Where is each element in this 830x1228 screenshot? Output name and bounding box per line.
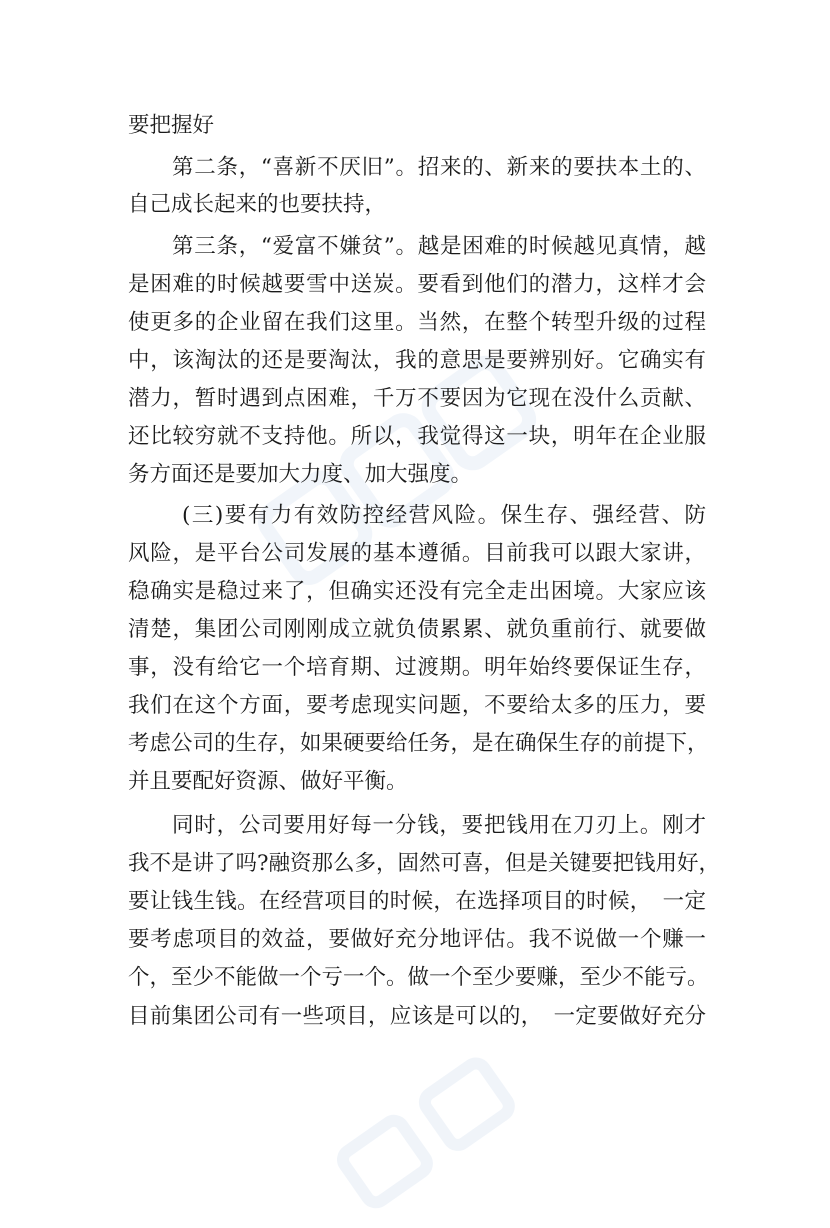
text-line-12: 风险，是平台公司发展的基本遵循。目前我可以跟大家讲， xyxy=(128,541,706,566)
text-line-20: 我不是讲了吗?融资那么多，固然可喜，但是关键要把钱用好， xyxy=(128,851,721,876)
watermark-logo-bottom xyxy=(319,1032,540,1228)
text-line-6: 使更多的企业留在我们这里。当然，在整个转型升级的过程 xyxy=(128,310,706,335)
text-line-16: 我们在这个方面，要考虑现实问题，不要给太多的压力，要 xyxy=(128,693,706,718)
text-line-3: 自己成长起来的也要扶持， xyxy=(128,192,387,217)
text-line-2: 第二条，“喜新不厌旧”。招来的、新来的要扶本土的、 xyxy=(172,155,706,180)
text-line-8: 潜力，暂时遇到点困难，千万不要因为它现在没什么贡献、 xyxy=(128,386,706,411)
text-line-18: 并且要配好资源、做好平衡。 xyxy=(128,769,408,794)
text-line-21: 要让钱生钱。在经营项目的时候，在选择项目的时候， 一定 xyxy=(128,889,706,914)
text-line-23: 个，至少不能做一个亏一个。做一个至少要赚，至少不能亏。 xyxy=(128,965,709,990)
text-line-14: 清楚，集团公司刚刚成立就负债累累、就负重前行、就要做 xyxy=(128,617,706,642)
text-line-5: 是困难的时候越要雪中送炭。要看到他们的潜力，这样才会 xyxy=(128,272,706,297)
text-line-10: 务方面还是要加大力度、加大强度。 xyxy=(128,462,473,487)
text-line-24: 目前集团公司有一些项目，应该是可以的， 一定要做好充分 xyxy=(128,1004,706,1029)
text-line-4: 第三条，“爱富不嫌贫”。越是困难的时候越见真情，越 xyxy=(172,234,706,259)
text-line-22: 要考虑项目的效益，要做好充分地评估。我不说做一个赚一 xyxy=(128,927,706,952)
text-line-7: 中，该淘汰的还是要淘汰，我的意思是要辨别好。它确实有 xyxy=(128,348,706,373)
text-line-1: 要把握好 xyxy=(128,113,215,138)
text-line-11: (三)要有力有效防控经营风险。保生存、强经营、防 xyxy=(182,503,706,528)
text-line-19: 同时，公司要用好每一分钱，要把钱用在刀刃上。刚才 xyxy=(172,813,706,838)
text-line-15: 事，没有给它一个培育期、过渡期。明年始终要保证生存， xyxy=(128,655,706,680)
text-line-9: 还比较穷就不支持他。所以，我觉得这一块，明年在企业服 xyxy=(128,424,706,449)
text-line-17: 考虑公司的生存，如果硬要给任务，是在确保生存的前提下， xyxy=(128,731,709,756)
text-line-13: 稳确实是稳过来了，但确实还没有完全走出困境。大家应该 xyxy=(128,579,706,604)
